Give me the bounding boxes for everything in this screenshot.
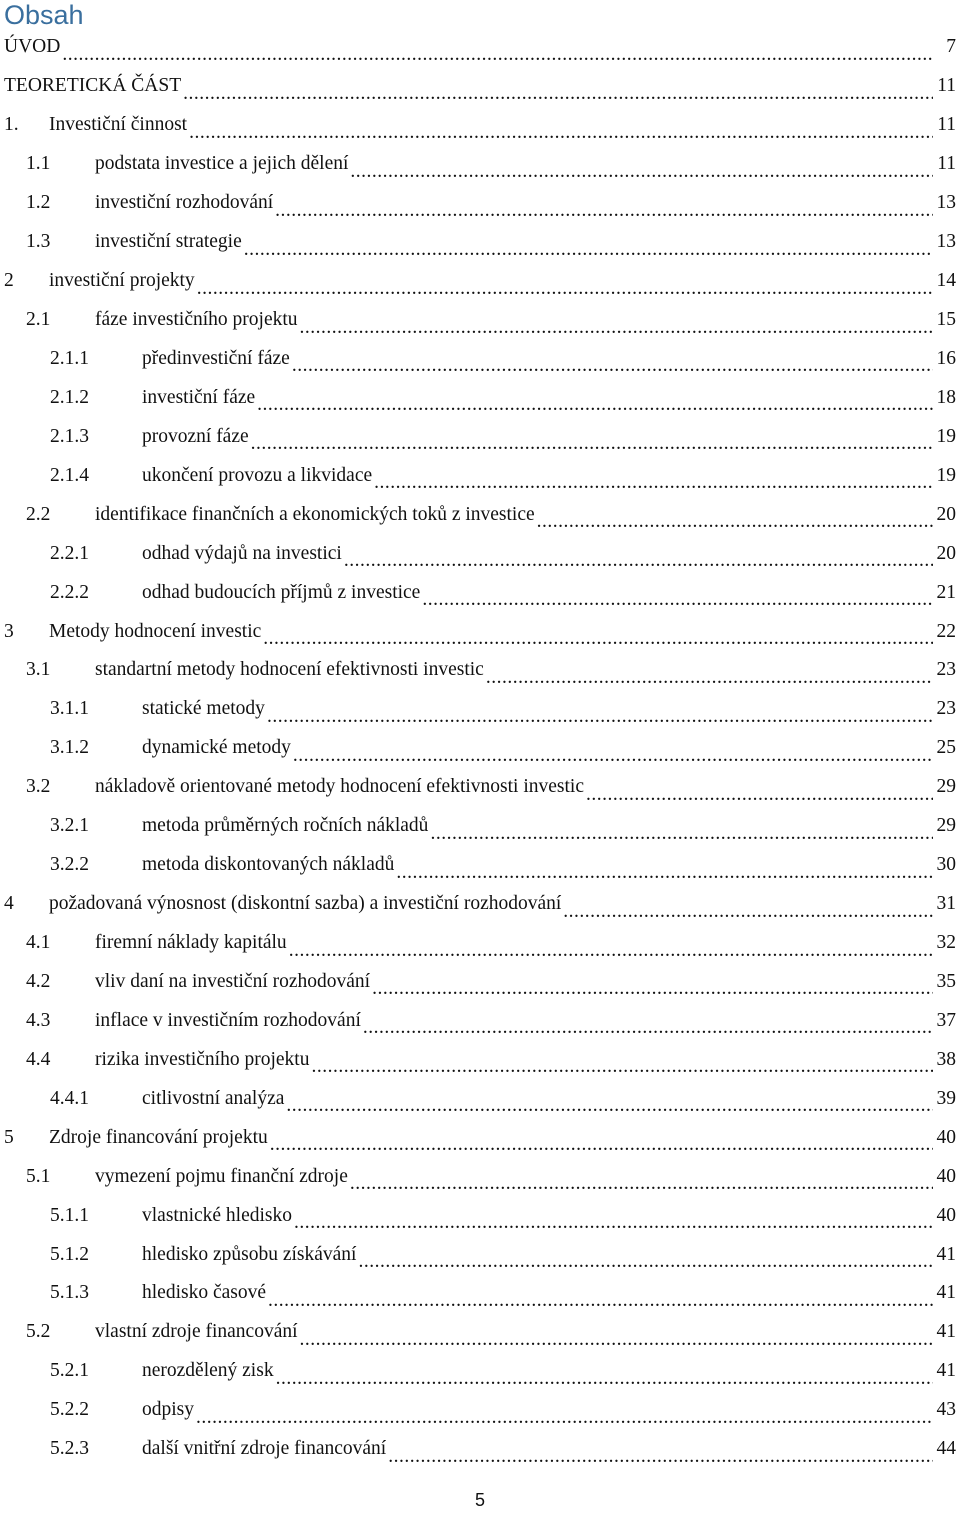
toc-entry-number: 2.2.1 [50, 542, 89, 564]
toc-entry-page: 11 [937, 153, 956, 175]
dot-leader [286, 1093, 933, 1118]
dot-leader [183, 81, 933, 106]
dot-leader [289, 938, 933, 963]
toc-entry[interactable] [0, 963, 960, 1002]
toc-entry[interactable] [0, 417, 960, 456]
toc-entry-title: standartní metody hodnocení efektivnosti investic [95, 659, 484, 681]
toc-entry-page: 15 [936, 309, 956, 331]
toc-entry-number: 5.2 [26, 1321, 51, 1343]
dot-leader [430, 821, 933, 846]
toc-entry[interactable] [0, 145, 960, 184]
toc-entry-page: 43 [936, 1399, 956, 1421]
dot-leader [244, 237, 933, 262]
toc-entry-number: 5.2.1 [50, 1360, 89, 1382]
toc-entry-page: 38 [936, 1048, 956, 1070]
toc-entry-page: 20 [936, 503, 956, 525]
toc-entry-page: 29 [936, 776, 956, 798]
toc-entry[interactable] [0, 1118, 960, 1157]
toc-entry-number: 1. [4, 114, 19, 136]
toc-entry-title: investiční fáze [142, 386, 256, 408]
toc-entry-page: 35 [936, 970, 956, 992]
toc-entry-number: 3.2.1 [50, 815, 89, 837]
toc-entry-title: TEORETICKÁ ČÁST [4, 75, 182, 97]
dot-leader [197, 276, 933, 301]
toc-entry-number: 2.1 [26, 309, 51, 331]
toc-entry-title: požadovaná výnosnost (diskontní sazba) a investiční rozhodování [49, 893, 562, 915]
toc-entry-title: předinvestiční fáze [142, 347, 290, 369]
toc-entry[interactable] [0, 1235, 960, 1274]
toc-entry-number: 3.1 [26, 659, 51, 681]
toc-entry-page: 25 [936, 737, 956, 759]
toc-entry[interactable] [0, 807, 960, 846]
toc-entry[interactable] [0, 1157, 960, 1196]
toc-entry-page: 41 [936, 1243, 956, 1265]
toc-entry-title: identifikace finančních a ekonomických toků z investice [95, 503, 535, 525]
toc-entry-page: 11 [937, 75, 956, 97]
toc-entry[interactable] [0, 1352, 960, 1391]
toc-entry-number: 4 [4, 893, 14, 915]
toc-entry-page: 14 [936, 270, 956, 292]
toc-entry[interactable] [0, 1001, 960, 1040]
toc-entry[interactable] [0, 456, 960, 495]
toc-entry-title: firemní náklady kapitálu [95, 932, 287, 954]
toc-entry-title: investiční strategie [95, 231, 242, 253]
toc-entry-page: 11 [937, 114, 956, 136]
toc-entry-page: 44 [936, 1438, 956, 1460]
toc-entry-number: 2.1.2 [50, 386, 89, 408]
dot-leader [396, 860, 933, 885]
toc-entry-page: 18 [936, 386, 956, 408]
dot-leader [388, 1444, 933, 1469]
toc-entry-title: vliv daní na investiční rozhodování [95, 970, 371, 992]
toc-entry-number: 5 [4, 1126, 14, 1148]
toc-entry[interactable] [0, 651, 960, 690]
toc-entry-title: hledisko časové [142, 1282, 267, 1304]
toc-entry-title: podstata investice a jejich dělení [95, 153, 349, 175]
dot-leader [350, 1171, 933, 1196]
dot-leader [300, 1327, 933, 1352]
toc-entry-number: 4.1 [26, 932, 51, 954]
toc-entry[interactable] [0, 495, 960, 534]
toc-entry-title: metoda průměrných ročních nákladů [142, 815, 429, 837]
toc-entry[interactable] [0, 340, 960, 379]
dot-leader [268, 1288, 933, 1313]
table-of-contents [0, 28, 960, 1469]
toc-entry-page: 23 [936, 659, 956, 681]
toc-entry[interactable] [0, 729, 960, 768]
toc-entry-title: Metody hodnocení investic [49, 620, 262, 642]
toc-entry[interactable] [0, 301, 960, 340]
dot-leader [275, 198, 933, 223]
toc-entry-title: investiční rozhodování [95, 192, 274, 214]
toc-entry-number: 4.4.1 [50, 1087, 89, 1109]
toc-entry[interactable] [0, 1040, 960, 1079]
toc-entry[interactable] [0, 28, 960, 67]
dot-leader [311, 1054, 933, 1079]
toc-entry[interactable] [0, 924, 960, 963]
dot-leader [422, 587, 933, 612]
toc-entry-page: 32 [936, 932, 956, 954]
dot-leader [358, 1249, 933, 1274]
dot-leader [294, 1210, 933, 1235]
toc-entry-title: investiční projekty [49, 270, 195, 292]
toc-entry-number: 5.1.3 [50, 1282, 89, 1304]
toc-entry-page: 22 [936, 620, 956, 642]
toc-entry-number: 5.2.3 [50, 1438, 89, 1460]
toc-entry[interactable] [0, 106, 960, 145]
toc-entry-number: 2 [4, 270, 14, 292]
toc-entry[interactable] [0, 1079, 960, 1118]
dot-leader [263, 626, 933, 651]
toc-entry-title: inflace v investičním rozhodování [95, 1009, 361, 1031]
toc-entry-title: dynamické metody [142, 737, 291, 759]
toc-entry-number: 5.1.2 [50, 1243, 89, 1265]
toc-entry[interactable] [0, 1274, 960, 1313]
toc-entry-number: 2.2.2 [50, 581, 89, 603]
toc-entry-title: odhad výdajů na investici [142, 542, 342, 564]
toc-entry-number: 1.3 [26, 231, 51, 253]
toc-entry[interactable] [0, 573, 960, 612]
toc-entry[interactable] [0, 67, 960, 106]
toc-entry-title: ukončení provozu a likvidace [142, 464, 373, 486]
toc-entry-number: 5.1.1 [50, 1204, 89, 1226]
toc-entry-number: 1.2 [26, 192, 51, 214]
toc-entry-page: 13 [936, 231, 956, 253]
dot-leader [270, 1132, 933, 1157]
toc-entry-number: 1.1 [26, 153, 51, 175]
dot-leader [276, 1366, 933, 1391]
dot-leader [300, 315, 933, 340]
toc-entry-page: 37 [936, 1009, 956, 1031]
dot-leader [344, 548, 933, 573]
toc-entry[interactable] [0, 885, 960, 924]
toc-entry-page: 21 [936, 581, 956, 603]
toc-entry-title: rizika investičního projektu [95, 1048, 310, 1070]
dot-leader [257, 392, 933, 417]
toc-entry-number: 2.2 [26, 503, 51, 525]
toc-entry-title: citlivostní analýza [142, 1087, 285, 1109]
toc-entry-title: Investiční činnost [49, 114, 188, 136]
toc-entry-page: 29 [936, 815, 956, 837]
toc-entry-page: 19 [936, 425, 956, 447]
toc-entry[interactable] [0, 690, 960, 729]
toc-entry-page: 23 [936, 698, 956, 720]
toc-entry-page: 40 [936, 1126, 956, 1148]
dot-leader [292, 353, 933, 378]
toc-entry[interactable] [0, 1313, 960, 1352]
toc-entry-title: statické metody [142, 698, 265, 720]
dot-leader [62, 42, 933, 67]
toc-heading: Obsah [4, 0, 84, 30]
toc-entry-number: 3.2 [26, 776, 51, 798]
toc-entry-number: 4.3 [26, 1009, 51, 1031]
toc-entry-title: nerozdělený zisk [142, 1360, 274, 1382]
toc-entry-page: 41 [936, 1360, 956, 1382]
toc-entry-number: 5.1 [26, 1165, 51, 1187]
toc-entry-page: 7 [946, 36, 956, 58]
toc-entry-title: vlastní zdroje financování [95, 1321, 298, 1343]
dot-leader [372, 976, 933, 1001]
toc-entry[interactable] [0, 378, 960, 417]
dot-leader [363, 1015, 933, 1040]
toc-entry-number: 4.4 [26, 1048, 51, 1070]
dot-leader [374, 470, 933, 495]
dot-leader [563, 899, 933, 924]
dot-leader [267, 704, 933, 729]
toc-entry-page: 39 [936, 1087, 956, 1109]
toc-entry[interactable] [0, 846, 960, 885]
toc-entry-page: 30 [936, 854, 956, 876]
toc-entry-number: 2.1.3 [50, 425, 89, 447]
toc-entry-title: odhad budoucích příjmů z investice [142, 581, 421, 603]
toc-entry[interactable] [0, 223, 960, 262]
toc-entry-title: provozní fáze [142, 425, 249, 447]
dot-leader [251, 431, 933, 456]
dot-leader [350, 159, 933, 184]
toc-entry[interactable] [0, 768, 960, 807]
toc-entry-title: odpisy [142, 1399, 195, 1421]
toc-entry-page: 40 [936, 1165, 956, 1187]
toc-entry-title: hledisko způsobu získávání [142, 1243, 357, 1265]
dot-leader [196, 1405, 933, 1430]
page-number: 5 [474, 1490, 485, 1510]
toc-entry-number: 3.1.1 [50, 698, 89, 720]
toc-entry-page: 16 [936, 347, 956, 369]
toc-entry-page: 20 [936, 542, 956, 564]
toc-entry[interactable] [0, 1196, 960, 1235]
toc-entry-title: vlastnické hledisko [142, 1204, 293, 1226]
toc-entry-title: metoda diskontovaných nákladů [142, 854, 395, 876]
toc-entry[interactable] [0, 534, 960, 573]
toc-entry[interactable] [0, 262, 960, 301]
toc-entry-number: 2.1.1 [50, 347, 89, 369]
toc-entry-page: 41 [936, 1282, 956, 1304]
toc-entry-title: ÚVOD [4, 36, 61, 58]
toc-entry[interactable] [0, 1391, 960, 1430]
dot-leader [537, 509, 933, 534]
toc-entry-number: 4.2 [26, 970, 51, 992]
dot-leader [586, 782, 933, 807]
toc-entry-number: 2.1.4 [50, 464, 89, 486]
toc-entry-page: 40 [936, 1204, 956, 1226]
dot-leader [189, 120, 933, 145]
toc-entry-page: 13 [936, 192, 956, 214]
toc-entry-page: 41 [936, 1321, 956, 1343]
toc-entry-number: 3.1.2 [50, 737, 89, 759]
toc-entry-title: fáze investičního projektu [95, 309, 298, 331]
toc-entry-title: nákladově orientované metody hodnocení efektivnosti investic [95, 776, 584, 798]
toc-entry-title: Zdroje financování projektu [49, 1126, 268, 1148]
dot-leader [486, 665, 933, 690]
toc-entry-page: 31 [936, 893, 956, 915]
toc-entry-title: další vnitřní zdroje financování [142, 1438, 387, 1460]
toc-entry-title: vymezení pojmu finanční zdroje [95, 1165, 348, 1187]
toc-entry-number: 3.2.2 [50, 854, 89, 876]
toc-entry[interactable] [0, 1430, 960, 1469]
toc-entry-page: 19 [936, 464, 956, 486]
toc-entry[interactable] [0, 612, 960, 651]
dot-leader [293, 743, 933, 768]
toc-entry-number: 3 [4, 620, 14, 642]
toc-entry-number: 5.2.2 [50, 1399, 89, 1421]
toc-entry[interactable] [0, 184, 960, 223]
